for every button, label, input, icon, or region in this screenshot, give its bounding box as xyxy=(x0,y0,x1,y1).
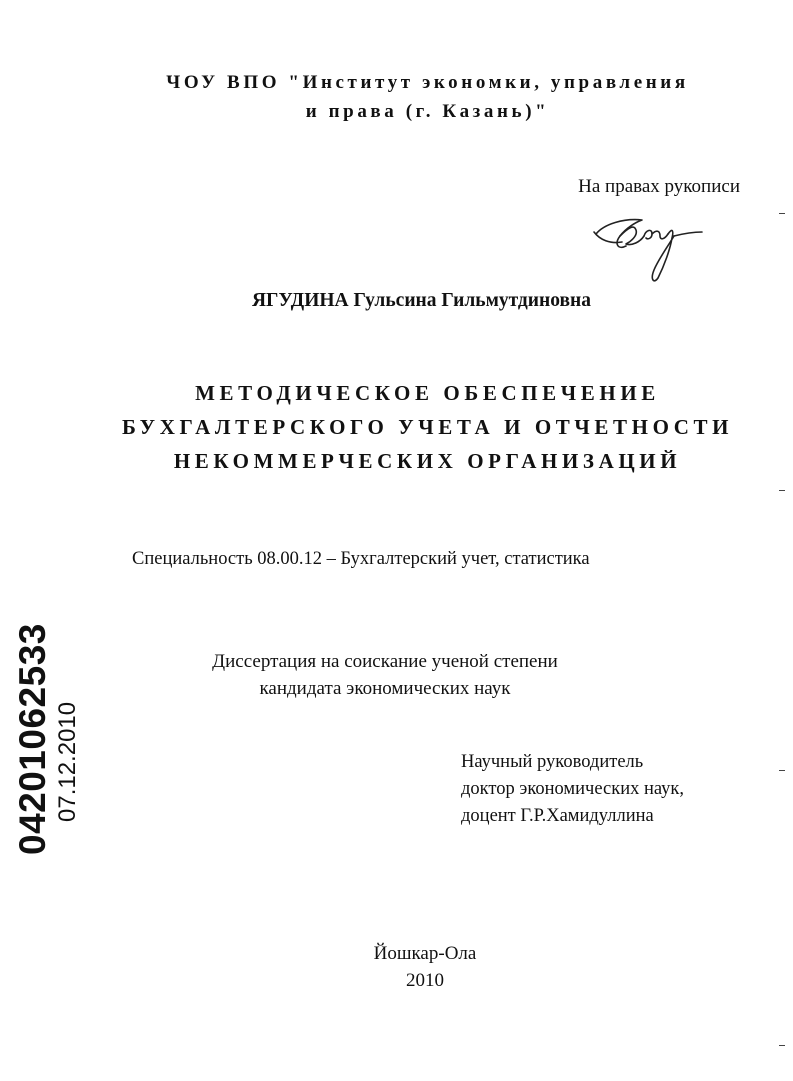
scan-mark xyxy=(779,1045,785,1046)
specialty: Специальность 08.00.12 – Бухгалтерский учет, статистика xyxy=(132,549,590,569)
year: 2010 xyxy=(406,970,444,991)
title-line-2: БУХГАЛТЕРСКОГО УЧЕТА И ОТЧЕТНОСТИ xyxy=(121,415,734,439)
title-line-1: МЕТОДИЧЕСКОЕ ОБЕСПЕЧЕНИЕ xyxy=(195,381,660,405)
title-line-3: НЕКОММЕРЧЕСКИХ ОРГАНИЗАЦИЙ xyxy=(173,449,682,473)
dissertation-line-1: Диссертация на соискание ученой степени xyxy=(212,651,558,672)
scan-mark xyxy=(779,213,785,214)
manuscript-note: На правах рукописи xyxy=(578,176,740,197)
supervisor-line-3: доцент Г.Р.Хамидуллина xyxy=(461,806,654,826)
institution-name xyxy=(60,68,793,126)
supervisor-line-2: доктор экономических наук, xyxy=(461,779,685,799)
dissertation-type xyxy=(170,648,600,702)
library-stamp-date: 07.12.2010 xyxy=(54,701,81,822)
supervisor-line-1: Научный руководитель xyxy=(461,752,644,772)
scan-mark xyxy=(779,770,785,771)
dissertation-title xyxy=(60,376,793,478)
institution-line-2: и права (г. Казань)" xyxy=(305,101,550,122)
place-and-year xyxy=(320,940,530,994)
dissertation-line-2: кандидата экономических наук xyxy=(259,678,511,699)
author-name: ЯГУДИНА Гульсина Гильмутдиновна xyxy=(251,290,592,311)
library-stamp-number: 04201062533 xyxy=(12,623,53,855)
signature-icon xyxy=(590,206,720,286)
city: Йошкар-Ола xyxy=(373,943,477,964)
supervisor xyxy=(461,749,684,830)
scan-mark xyxy=(779,490,785,491)
institution-line-1: ЧОУ ВПО "Институт экономки, управления xyxy=(166,72,689,93)
